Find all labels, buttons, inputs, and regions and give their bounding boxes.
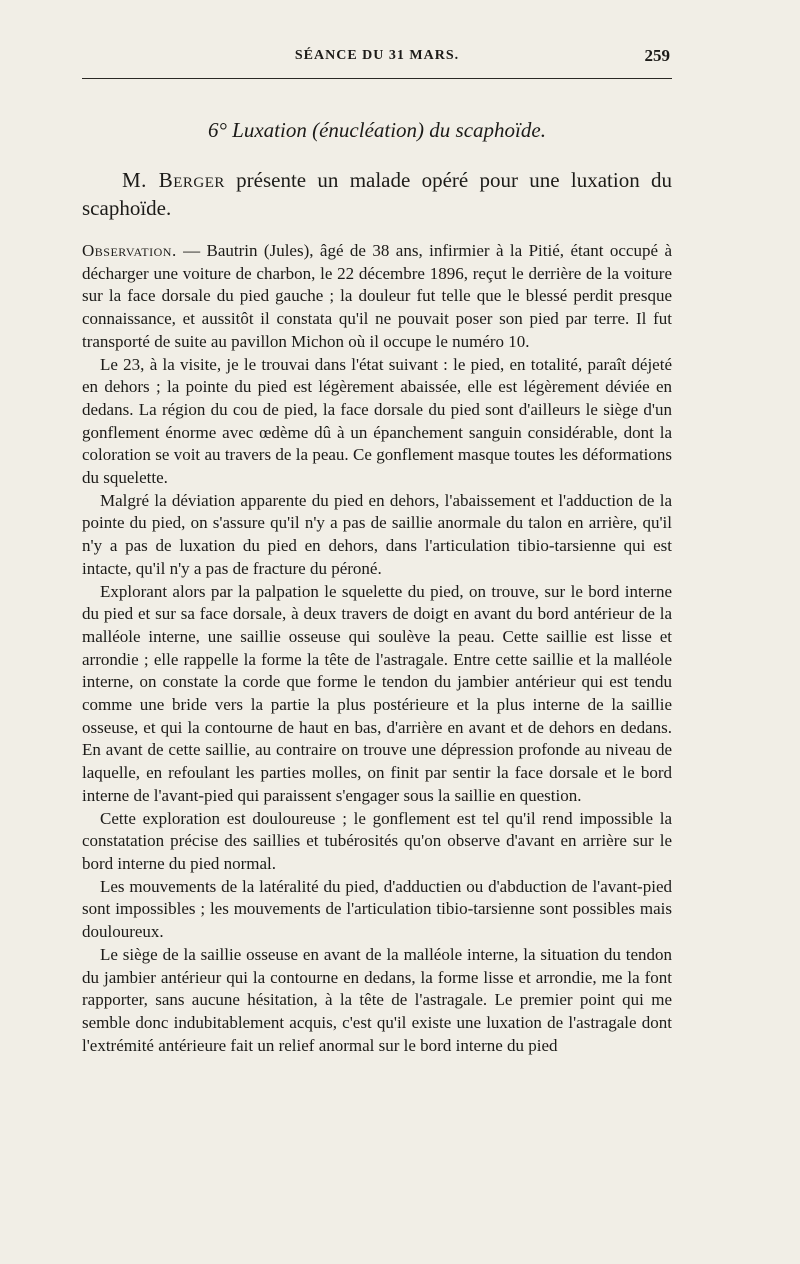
section-title: 6° Luxation (énucléation) du scaphoïde. xyxy=(208,118,546,142)
page-header xyxy=(82,46,672,72)
body-text xyxy=(82,166,672,1057)
page-number: 259 xyxy=(644,46,670,65)
header-rule xyxy=(82,78,672,79)
paragraph-3: Explorant alors par la palpation le squelette du pied, on trouve, sur le bord interne du pied et sur sa face dorsale, à deux travers de doigt en avant du bord antérieur de la malléole interne, une saillie osseuse qui soulève la peau. Cette saillie est lisse et arrondie ; elle rappelle la forme la tête de l'astragale. Entre cette saillie et la malléole interne, on constate la corde que forme le tendon du jambier antérieur qui est tendu comme une bride vers la partie la plus postérieure et la plus interne de la saillie osseuse, et qui la contourne de haut en bas, d'arrière en avant et de dehors en dedans. En avant de cette saillie, au contraire on trouve une dépression profonde au niveau de laquelle, en refoulant les parties molles, on finit par sentir la face dorsale et le bord interne de l'avant-pied qui paraissent s'engager sous la saillie en question. xyxy=(82,581,672,805)
observation-label: Observation. xyxy=(82,241,177,260)
author-name: M. Berger xyxy=(122,168,225,192)
paragraph-5: Les mouvements de la latéralité du pied, d'adductien ou d'abduction de l'avant-pied sont impossibles ; les mouvements de l'articulation tibio-tarsienne sont possibles mais douloureux. xyxy=(82,876,672,942)
intro-text: présente un malade opéré pour une luxation du scaphoïde. xyxy=(82,168,672,220)
observation-paragraph xyxy=(82,240,672,354)
running-head: SÉANCE DU 31 MARS. xyxy=(294,48,460,63)
paragraph-1: Le 23, à la visite, je le trouvai dans l'état suivant : le pied, en totalité, paraît déjeté en dehors ; la pointe du pied est légèrement abaissée, elle est légèrement déviée en dedans. La région du cou de pied, la face dorsale du pied sont d'ailleurs le siège d'un gonflement énorme avec œdème dû à un épanchement sanguin considérable, dont la coloration se voit au travers de la peau. Ce gonflement masque toutes les déformations du squelette. xyxy=(82,354,672,488)
paragraph-2: Malgré la déviation apparente du pied en dehors, l'abaissement et l'adduction de la pointe du pied, on s'assure qu'il n'y a pas de saillie anormale du talon en arrière, qu'il n'y a pas de luxation du pied en dehors, dans l'articulation tibio-tarsienne qui est intacte, qu'il n'y a pas de fracture du péroné. xyxy=(82,490,672,578)
intro-paragraph xyxy=(82,166,672,222)
observation-text: — Bautrin (Jules), âgé de 38 ans, infirmier à la Pitié, étant occupé à décharger une voiture de charbon, le 22 décembre 1896, reçut le derrière de la voiture sur la face dorsale du pied gauche ; la douleur fut telle que le blessé perdit presque connaissance, et aussitôt il constata qu'il ne pouvait poser son pied par terre. Il fut transporté de suite au pavillon Michon où il occupe le numéro 10. xyxy=(82,241,672,351)
paragraph-6: Le siège de la saillie osseuse en avant de la malléole interne, la situation du tendon du jambier antérieur qui la contourne en dedans, la forme lisse et arrondie, me la font rapporter, sans aucune hésitation, à la tête de l'astragale. Le premier point qui me semble donc indubitablement acquis, c'est qu'il existe une luxation de l'astragale dont l'extrémité antérieure fait un relief anormal sur le bord interne du pied xyxy=(82,944,672,1055)
paragraph-4: Cette exploration est douloureuse ; le gonflement est tel qu'il rend impossible la constatation précise des saillies et tubérosités qu'on observe d'avant en arrière sur le bord interne du pied normal. xyxy=(82,808,672,873)
